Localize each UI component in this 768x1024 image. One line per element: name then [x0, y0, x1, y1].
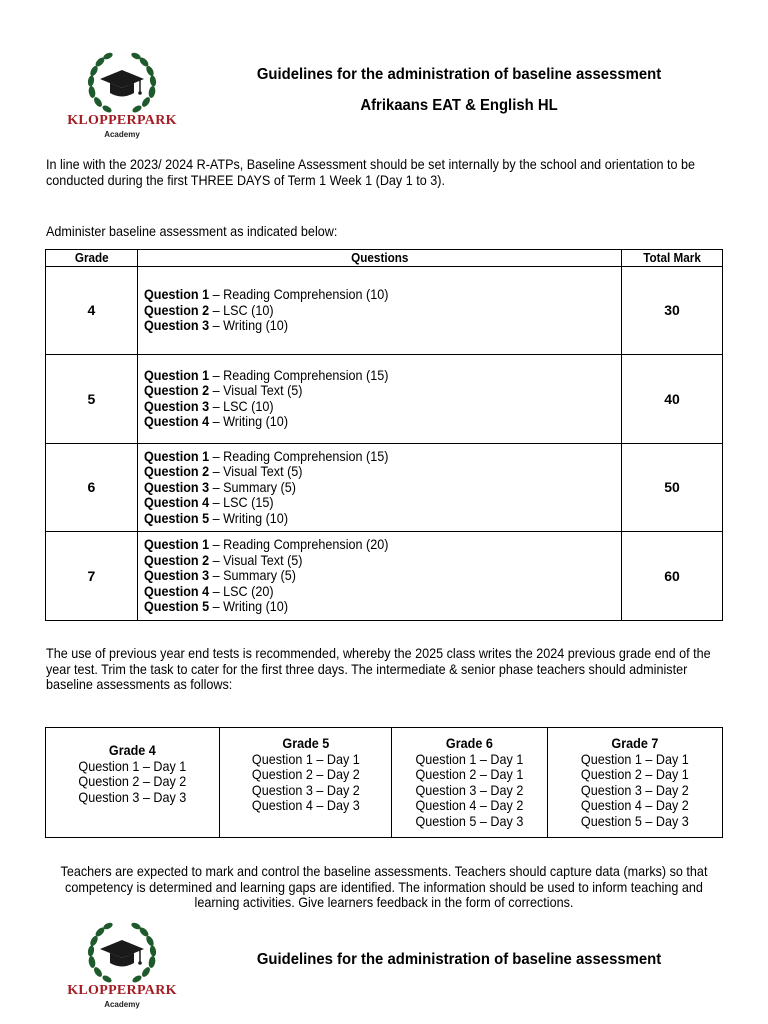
grade-heading: Grade 5 [282, 735, 330, 751]
list-item: Question 2 – Day 1 [581, 766, 690, 782]
column-header-total: Total Mark [622, 250, 723, 267]
list-item: Question 4 – Day 3 [251, 797, 360, 813]
schedule-row [46, 728, 723, 838]
table-row [46, 355, 723, 444]
questions-cell: Question 1 – Reading Comprehension (20) Question 2 – Visual Text (5) Question 3 – Summary (5) Question 4 – LSC (20) Question 5 – Writing (10) [137, 532, 621, 621]
administer-text: Administer baseline assessment as indicated below: [46, 223, 338, 239]
intro-paragraph [46, 157, 726, 188]
questions-cell: Question 1 – Reading Comprehension (15) Question 2 – Visual Text (5) Question 3 – Summary (5) Question 4 – LSC (15) Question 5 – Writing (10) [137, 443, 621, 532]
logo-brand-text: KLOPPERPARK [67, 983, 177, 998]
list-item: Question 4 – Day 2 [581, 797, 690, 813]
logo-sub-text: Academy [104, 130, 140, 139]
list-item: Question 2 – Day 2 [251, 766, 360, 782]
grade-5-column [219, 728, 392, 838]
column-header-grade: Grade [46, 250, 138, 267]
total-mark-cell: 30 [622, 266, 723, 355]
closing-line-3: learning activities. Give learners feedback in the form of corrections. [194, 894, 574, 910]
logo-sub-text: Academy [104, 1000, 140, 1009]
grade-cell: 7 [46, 532, 138, 621]
table-header-row [46, 250, 723, 267]
list-item: Question 1 – Day 1 [251, 750, 360, 767]
closing-line-1: Teachers are expected to mark and control the baseline assessments. Teachers should capture data (marks) so that [60, 863, 708, 879]
graduation-cap-laurel-icon [84, 920, 160, 986]
list-item: Question 3 – Day 2 [415, 781, 524, 798]
list-item: Question 1 – Day 1 [78, 757, 187, 774]
table-row [46, 266, 723, 355]
middle-paragraph [46, 646, 726, 693]
total-mark-cell: 50 [622, 443, 723, 532]
middle-line-1: The use of previous year end tests is recommended, whereby the 2025 class writes the 2024 previous grade end of the [46, 645, 711, 661]
grade-7-column [548, 728, 723, 838]
baseline-marks-table [45, 249, 723, 621]
list-item: Question 1 – Day 1 [581, 750, 690, 767]
grade-heading: Grade 4 [108, 742, 156, 758]
grade-cell: 4 [46, 266, 138, 355]
list-item: Question 1 – Day 1 [415, 750, 524, 767]
table-row [46, 532, 723, 621]
middle-line-2: year test. Trim the task to cater for the first three days. The intermediate & senior phase teachers should administer [46, 660, 688, 677]
grade-heading: Grade 7 [611, 735, 659, 751]
page-title: Guidelines for the administration of baseline assessment [256, 66, 662, 83]
day-schedule-table [45, 727, 723, 838]
footer-title: Guidelines for the administration of baseline assessment [256, 951, 662, 968]
graduation-cap-laurel-icon [84, 50, 160, 116]
school-logo [64, 50, 180, 146]
questions-cell: Question 1 – Reading Comprehension (15) Question 2 – Visual Text (5) Question 3 – LSC (10) Question 4 – Writing (10) [137, 355, 621, 444]
list-item: Question 4 – Day 2 [415, 797, 524, 813]
list-item: Question 3 – Day 2 [251, 781, 360, 798]
grade-4-column [46, 728, 220, 838]
total-mark-cell: 40 [622, 355, 723, 444]
table-row [46, 443, 723, 532]
grade-cell: 6 [46, 443, 138, 532]
closing-paragraph [47, 864, 720, 911]
grade-heading: Grade 6 [446, 735, 494, 751]
column-header-questions: Questions [137, 250, 621, 267]
logo-brand-text: KLOPPERPARK [67, 113, 177, 128]
list-item: Question 3 – Day 2 [581, 781, 690, 798]
page-subtitle: Afrikaans EAT & English HL [360, 97, 558, 114]
intro-line-1: In line with the 2023/ 2024 R-ATPs, Baseline Assessment should be set internally by the school and orientation to be [46, 156, 696, 172]
middle-line-3: baseline assessments as follows: [46, 676, 233, 692]
list-item: Question 3 – Day 3 [78, 788, 187, 805]
school-logo-footer [64, 920, 180, 1016]
list-item: Question 5 – Day 3 [415, 812, 524, 829]
list-item: Question 2 – Day 2 [78, 773, 187, 789]
grade-6-column [392, 728, 548, 838]
intro-line-2: conducted during the first THREE DAYS of Term 1 Week 1 (Day 1 to 3). [46, 171, 445, 188]
closing-line-2: competency is determined and learning gaps are identified. The information should be used to inform teaching and [65, 878, 703, 895]
list-item: Question 5 – Day 3 [581, 812, 690, 829]
list-item: Question 2 – Day 1 [415, 766, 524, 782]
grade-cell: 5 [46, 355, 138, 444]
questions-cell: Question 1 – Reading Comprehension (10) Question 2 – LSC (10) Question 3 – Writing (10) [137, 266, 621, 355]
total-mark-cell: 60 [622, 532, 723, 621]
